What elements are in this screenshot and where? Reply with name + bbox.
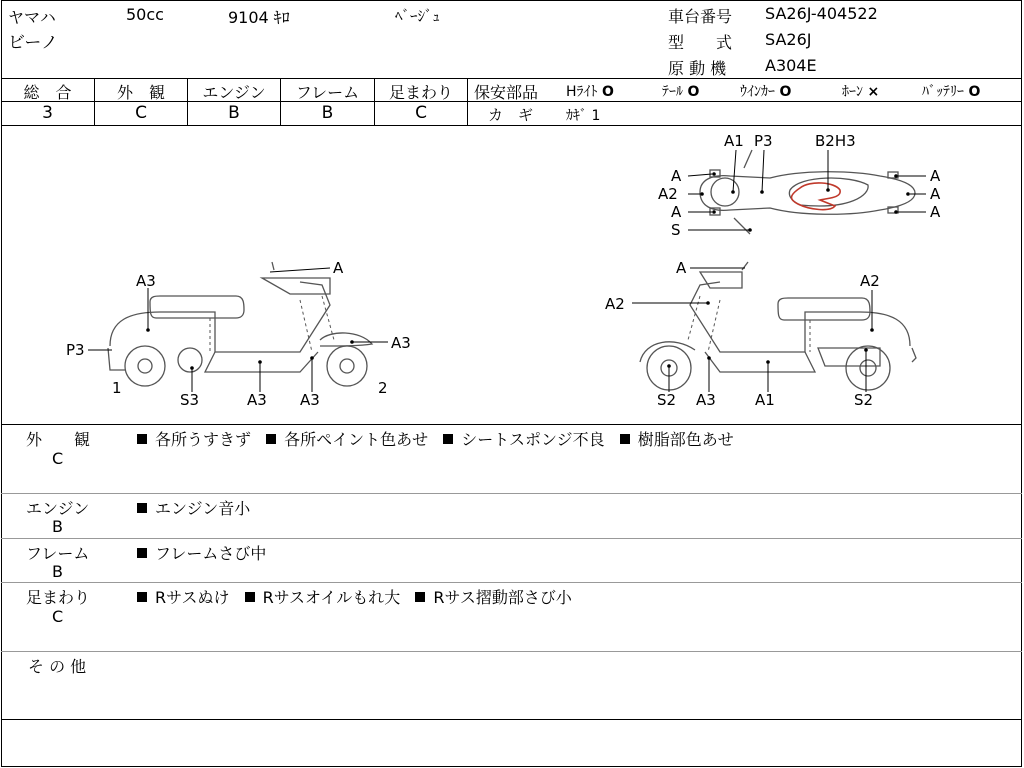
remark-engine-grade: B <box>52 517 63 536</box>
safety-horn: ﾎｰﾝ × <box>842 84 880 100</box>
remark-suspension-grade: C <box>52 607 64 626</box>
engine-grade-label: エンジン <box>202 83 266 102</box>
label-s3-left: S3 <box>180 391 200 409</box>
remark-frame-label: フレーム <box>26 544 90 563</box>
type-label: 型 式 <box>668 33 733 52</box>
label-a-left: A <box>333 259 344 277</box>
label-1-left: 1 <box>112 379 122 397</box>
remark-exterior-label: 外 観 <box>26 430 91 449</box>
remark-suspension-label: 足まわり <box>26 588 91 607</box>
label-a3-left-front: A3 <box>391 334 411 352</box>
frame-no-label: 車台番号 <box>668 7 733 26</box>
divider <box>467 101 1022 102</box>
safety-tail: ﾃｰﾙ O <box>662 84 700 100</box>
damage-diagram <box>0 126 1022 424</box>
overall-label: 総 合 <box>23 83 72 102</box>
label-a3-left-floor: A3 <box>247 391 267 409</box>
label-a-top-2: A <box>671 203 682 221</box>
remark-other-label: そ の 他 <box>28 657 87 676</box>
color: ﾍﾞｰｼﾞｭ <box>395 7 441 25</box>
exterior-label: 外 観 <box>116 83 165 102</box>
label-a3-left-seat: A3 <box>136 272 156 290</box>
overall-grade: 3 <box>42 103 53 123</box>
label-a2-right-rear: A2 <box>860 272 880 290</box>
label-a-top-5: A <box>930 203 941 221</box>
divider <box>1 493 1022 494</box>
safety-label: 保安部品 <box>474 83 539 102</box>
remark-engine-items: エンジン音小 <box>137 496 260 519</box>
label-a-top-4: A <box>930 185 941 203</box>
frame-grade-label: フレーム <box>295 83 360 102</box>
label-b2h3-top: B2H3 <box>815 132 856 150</box>
label-p3-left: P3 <box>66 341 85 359</box>
divider <box>1 538 1022 539</box>
maker: ヤマハ <box>8 8 56 27</box>
label-a1-right: A1 <box>755 391 775 409</box>
remark-exterior-items: 各所うすきず 各所ペイント色あせ シートスポンジ不良 樹脂部色あせ <box>137 427 744 450</box>
divider <box>467 78 468 125</box>
engine-label: 原 動 機 <box>668 59 727 78</box>
key-label: カ ギ <box>488 106 534 124</box>
safety-battery: ﾊﾞｯﾃﾘｰ O <box>922 84 981 100</box>
divider <box>1 78 1022 79</box>
label-s2-right-front: S2 <box>657 391 677 409</box>
engine-grade: B <box>228 103 240 123</box>
label-a2-top: A2 <box>658 185 678 203</box>
remark-engine-label: エンジン <box>26 499 90 518</box>
label-a3-right: A3 <box>696 391 716 409</box>
label-a2-right-front: A2 <box>605 295 625 313</box>
label-a-right: A <box>676 259 687 277</box>
mileage: 9104 ｷﾛ <box>228 8 290 27</box>
engine-model: A304E <box>765 56 817 75</box>
frame-no: SA26J-404522 <box>765 4 878 23</box>
key-value: ｶｷﾞ 1 <box>566 108 601 124</box>
safety-headlight: Hﾗｲﾄ O <box>566 84 614 100</box>
remark-frame-items: フレームさび中 <box>137 541 276 564</box>
remark-suspension-items: Rサスぬけ Rサスオイルもれ大 Rサス摺動部さび小 <box>137 585 582 608</box>
remark-frame-grade: B <box>52 562 63 581</box>
displacement: 50cc <box>126 5 164 24</box>
label-p3-top: P3 <box>754 132 773 150</box>
label-a-top-1: A <box>671 167 682 185</box>
label-a1-top: A1 <box>724 132 744 150</box>
label-2-left: 2 <box>378 379 388 397</box>
frame-grade: B <box>321 103 334 123</box>
label-a3-left-shield: A3 <box>300 391 320 409</box>
model-name: ビーノ <box>8 33 58 53</box>
suspension-grade-label: 足まわり <box>388 83 453 102</box>
divider <box>1 719 1022 720</box>
exterior-grade: C <box>135 103 147 123</box>
label-s-top: S <box>671 221 681 239</box>
safety-winker: ｳｲﾝｶｰ O <box>740 84 792 100</box>
divider <box>1 651 1022 652</box>
type-value: SA26J <box>765 30 812 49</box>
remark-exterior-grade: C <box>52 449 64 468</box>
label-a-top-3: A <box>930 167 941 185</box>
suspension-grade: C <box>415 103 427 123</box>
divider <box>1 424 1022 425</box>
label-s2-right-rear: S2 <box>854 391 874 409</box>
divider <box>1 582 1022 583</box>
